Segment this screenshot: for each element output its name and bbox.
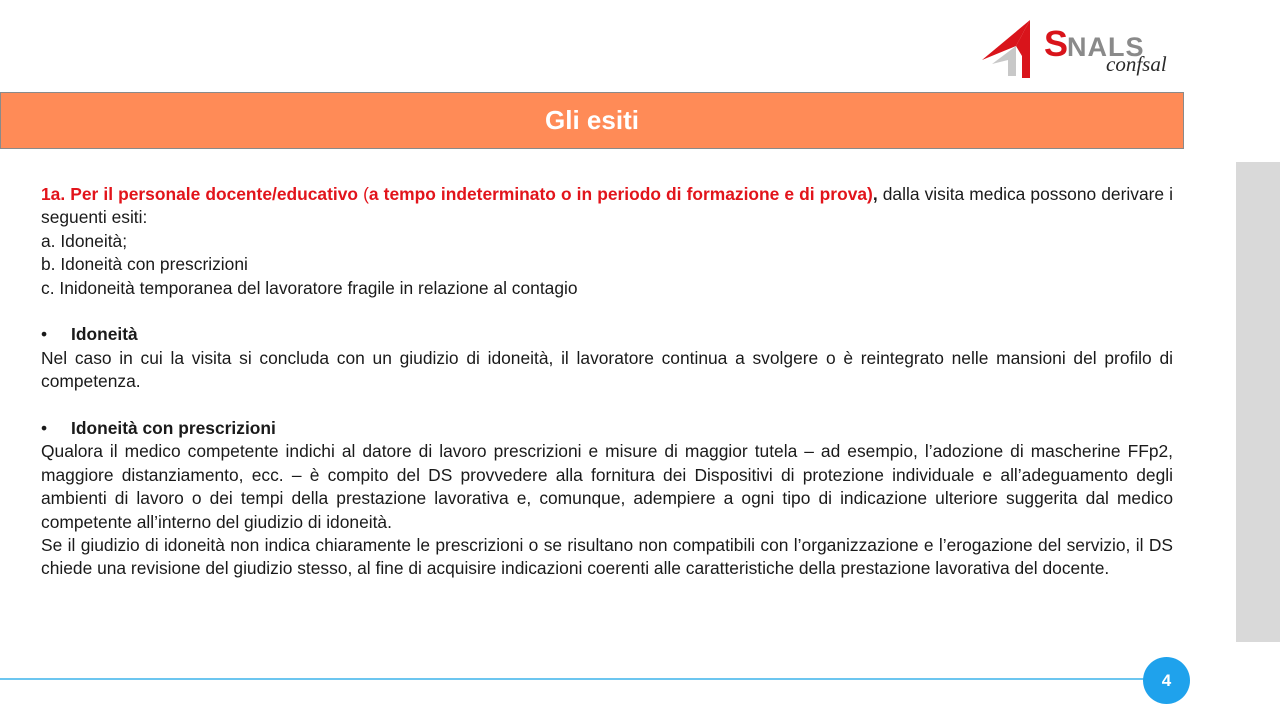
snals-confsal-logo [978, 16, 1178, 82]
section-prescrizioni-text-1: Qualora il medico competente indichi al datore di lavoro prescrizioni e misure di maggior tutela – ad esempio, l’adozione di mascherine FFp2, maggiore distanziamento, ecc. – è compito del DS provvedere alla fornitura dei Dispositivi di protezione individuale e all’adeguamento degli ambienti di lavoro o dei tempi della prestazione lavorativa e, comunque, adempiere a ogni tipo di indicazione ulteriore suggerita dal medico competente all’interno del giudizio di idoneità. [41, 441, 1173, 532]
intro-lead: 1a. Per il personale docente/educativo [41, 184, 359, 204]
bullet-icon: • [41, 324, 48, 345]
list-item-c: c. Inidoneità temporanea del lavoratore fragile in relazione al contagio [41, 277, 578, 298]
spacer [41, 300, 1173, 323]
intro-comma: , [872, 184, 878, 204]
intro-paren-open: ( [358, 184, 369, 204]
list-item-b: b. Idoneità con prescrizioni [41, 254, 248, 275]
content-body [41, 183, 1173, 581]
logo-subtitle: confsal [1106, 52, 1167, 76]
logo-brand-initial: S [1044, 23, 1070, 64]
page-number-badge: 4 [1143, 657, 1190, 704]
side-panel [1236, 162, 1280, 642]
footer-divider [0, 678, 1146, 680]
bullet-icon: • [41, 418, 48, 439]
section-prescrizioni-heading [41, 417, 1173, 440]
logo-brand-text: NALS [1067, 32, 1145, 62]
list-item-a: a. Idoneità; [41, 230, 128, 251]
section-heading: Idoneità [71, 324, 138, 345]
title-bar [0, 92, 1184, 149]
section-heading: Idoneità con prescrizioni [71, 418, 276, 439]
section-idoneita-text: Nel caso in cui la visita si concluda con un giudizio di idoneità, il lavoratore continua a svolgere o è reintegrato nelle mansioni del profilo di competenza. [41, 347, 1173, 392]
intro-paren-text: a tempo indeterminato o in periodo di formazione e di prova) [368, 184, 873, 204]
spacer [41, 394, 1173, 417]
intro-paragraph [41, 183, 1173, 230]
intro-rest: dalla visita medica possono derivare i seguenti esiti: [41, 184, 1174, 228]
section-idoneita-heading [41, 323, 1173, 346]
section-prescrizioni-text-2: Se il giudizio di idoneità non indica chiaramente le prescrizioni o se risultano non compatibili con l’organizzazione e l’erogazione del servizio, il DS chiede una revisione del giudizio stesso, al fine di acquisire indicazioni coerenti alle caratteristiche della prestazione lavorativa del docente. [41, 535, 1173, 579]
page-title: Gli esiti [545, 105, 639, 135]
